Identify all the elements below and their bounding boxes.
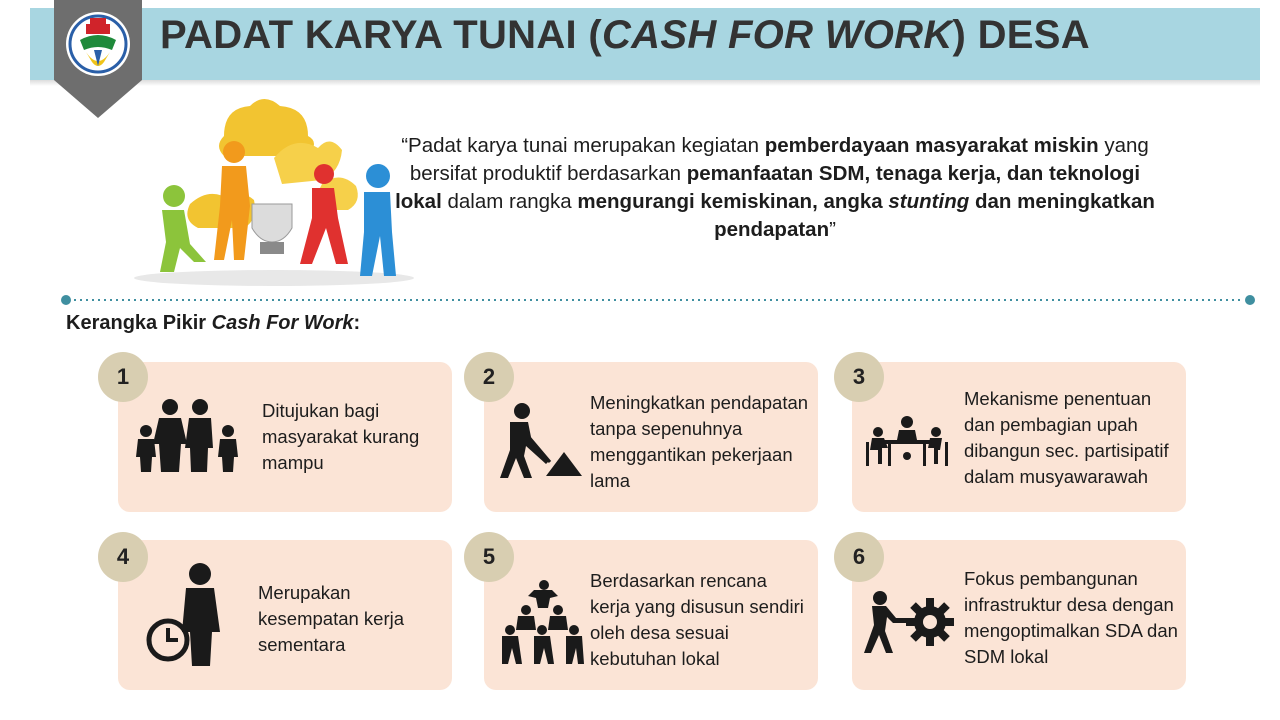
card-text: Fokus pembangunan infrastruktur desa dengan mengoptimalkan SDA dan SDM lokal [964,568,1178,667]
card-text: Ditujukan bagi masyarakat kurang mampu [262,400,420,473]
family-icon [132,398,242,472]
person-clock-icon [146,562,226,668]
teamwork-pyramid-icon [498,580,586,666]
card-number-badge: 4 [98,532,148,582]
page-title: PADAT KARYA TUNAI (CASH FOR WORK) DESA [160,13,1090,57]
definition-quote: “Padat karya tunai merupakan kegiatan pemberdayaan masyarakat miskin yang bersifat produktif berdasarkan pemanfaatan SDM, tenaga kerja, dan teknologi lokal dalam rangka mengurangi kemiskinan, angka stunting dan meningkatkan pendapatan” [395,134,1155,241]
section-heading: Kerangka Pikir Cash For Work: [66,312,361,334]
card-number-badge: 5 [464,532,514,582]
worker-shoveling-icon [488,402,582,480]
meeting-table-icon [864,416,950,468]
card-number-badge: 2 [464,352,514,402]
card-number-badge: 3 [834,352,884,402]
card-text: Merupakan kesempatan kerja sementara [258,582,405,655]
title-bar-shadow [30,80,1260,86]
puzzle-teamwork-illustration [124,96,414,288]
dotted-divider [60,291,1256,309]
card-number-badge: 1 [98,352,148,402]
card-text: Berdasarkan rencana kerja yang disusun sendiri oleh desa sesuai kebutuhan lokal [590,570,804,669]
person-pushing-gear-icon [860,590,956,654]
card-text: Meningkatkan pendapatan tanpa sepenuhnya menggantikan pekerjaan lama [590,392,809,491]
card-text: Mekanisme penentuan dan pembagian upah dibangun sec. partisipatif dalam musyawarawah [964,388,1169,487]
card-number-badge: 6 [834,532,884,582]
